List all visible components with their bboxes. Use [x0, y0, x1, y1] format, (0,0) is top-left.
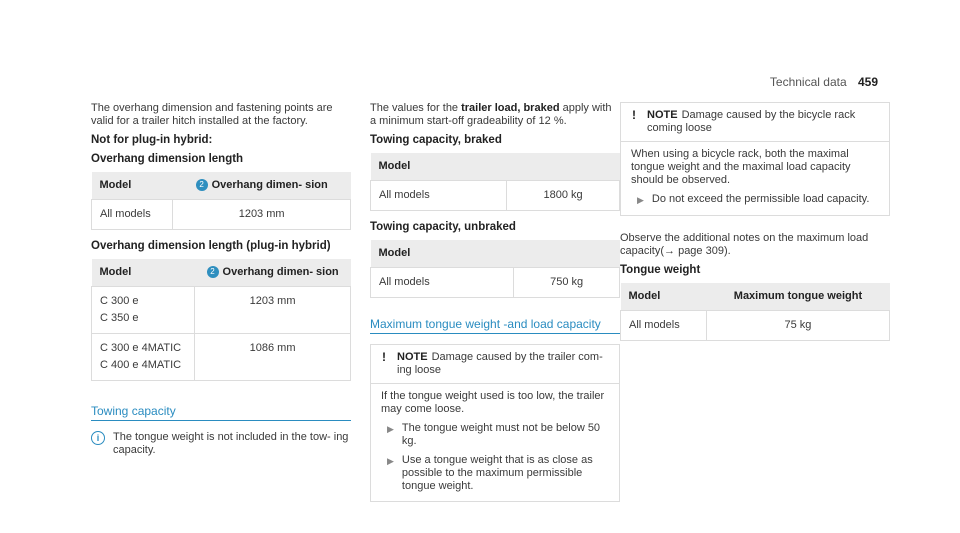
table-row: C 300 e C 350 e 1203 mm [92, 287, 351, 334]
info-note-text: The tongue weight is not included in the tow- ing capacity. [113, 431, 349, 456]
warning-icon: ! [379, 351, 389, 365]
unbraked-table [370, 240, 620, 298]
col-header-model: Model [621, 283, 707, 311]
col-header-dimension: 2 Overhang dimen- sion [195, 259, 351, 287]
table-row: C 300 e 4MATIC C 400 e 4MATIC 1086 mm [92, 334, 351, 381]
col-header-model: Model [92, 172, 173, 200]
col-header-model: Model [371, 153, 620, 181]
warning-icon: ! [629, 109, 639, 123]
col-header-model: Model [371, 240, 620, 268]
overhang-hybrid-table [91, 259, 351, 381]
badge-icon: 2 [196, 179, 208, 191]
arrow-icon: ▶ [387, 456, 394, 466]
table-row: All models 75 kg [621, 311, 890, 341]
table-row: All models 1800 kg [371, 181, 620, 211]
table-row: All models 750 kg [371, 268, 620, 298]
intro-text: The overhang dimension and fastening points are valid for a trailer hitch installed at the factory. [91, 102, 333, 127]
plugin-note: Not for plug-in hybrid: [91, 134, 213, 146]
unbraked-title: Towing capacity, unbraked [370, 221, 516, 233]
arrow-icon: ▶ [637, 195, 644, 205]
column-1 [91, 102, 351, 457]
note-box: ! NOTE Damage caused by the trailer com- ing loose If the tongue weight used is too low, the trailer may come loose. ▶ The tongue weight must not be below 50 kg. ▶ Use a tongue weight that is as close as possible to the maximum permissible tongue weight. [370, 344, 620, 502]
info-icon: i [91, 431, 105, 445]
col-header-max: Maximum tongue weight [706, 283, 889, 311]
tongue-weight-heading: Maximum tongue weight -and load capacity [370, 318, 620, 334]
list-item: ▶ Do not exceed the permissible load capacity. [637, 193, 870, 205]
arrow-icon: ▶ [387, 424, 394, 434]
note-body: When using a bicycle rack, both the maximal tongue weight and the maximal load capacity should be observed. [631, 148, 851, 186]
table2-title: Overhang dimension length (plug-in hybrid) [91, 240, 331, 252]
braked-table [370, 153, 620, 211]
list-item: ▶ The tongue weight must not be below 50 kg. [387, 422, 601, 447]
column-3 [620, 102, 890, 351]
table-row: All models 1203 mm [92, 200, 351, 230]
page-header [770, 75, 878, 89]
braked-title: Towing capacity, braked [370, 134, 502, 146]
col-header-model: Model [92, 259, 195, 287]
values-intro: The values for the trailer load, braked apply with a minimum start-off gradeability of 12 %. [370, 102, 612, 127]
tongue-weight-table [620, 283, 890, 341]
list-item: ▶ Use a tongue weight that is as close as possible to the maximum permissible tongue weight. [387, 454, 593, 492]
info-note [91, 431, 351, 457]
column-2 [370, 102, 620, 518]
page-number: 459 [857, 75, 878, 89]
observe-text: Observe the additional notes on the maximum load capacity(→ page 309). [620, 232, 869, 257]
note-box: ! NOTE Damage caused by the bicycle rack coming loose When using a bicycle rack, both the maximal tongue weight and the maximal load capacity should be observed. ▶ Do not exceed the permissible load capacity. [620, 102, 890, 216]
towing-capacity-heading: Towing capacity [91, 405, 351, 421]
overhang-table [91, 172, 351, 230]
tongue-weight-title: Tongue weight [620, 264, 701, 276]
col-header-dimension: 2 Overhang dimen- sion [173, 172, 351, 200]
badge-icon: 2 [207, 266, 219, 278]
table1-title: Overhang dimension length [91, 153, 244, 165]
note-body: If the tongue weight used is too low, the trailer may come loose. [381, 390, 605, 415]
section-label: Technical data [769, 75, 847, 89]
